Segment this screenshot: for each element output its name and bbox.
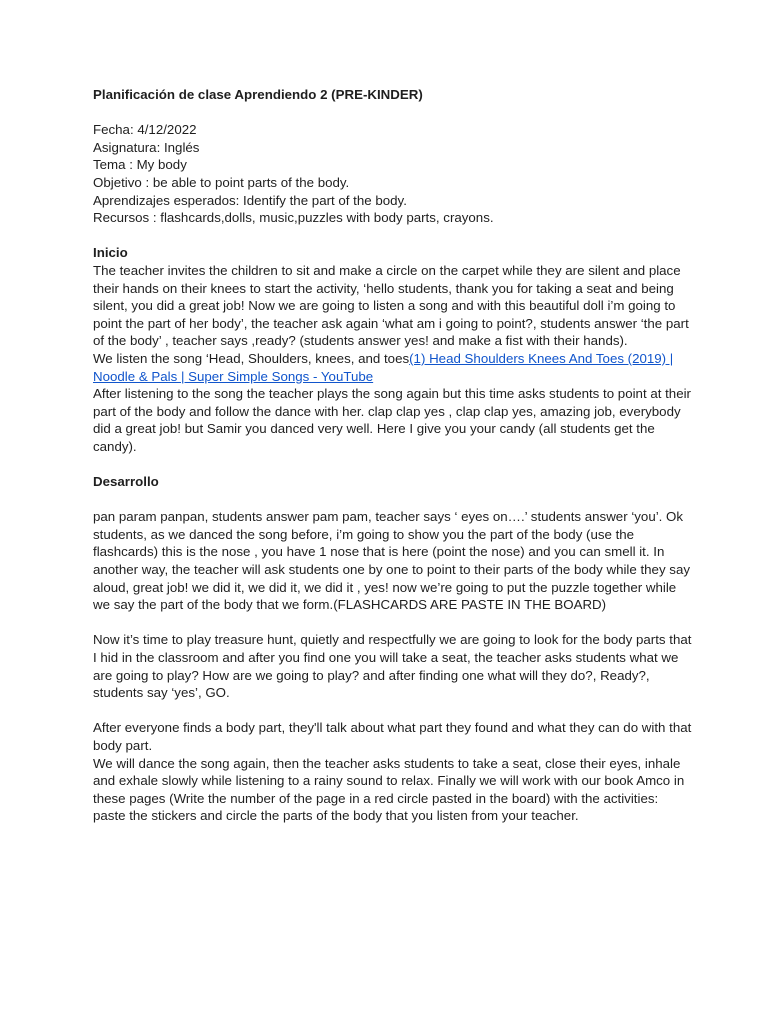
section-heading-inicio: Inicio: [93, 245, 128, 261]
inicio-paragraph-1: The teacher invites the children to sit and make a circle on the carpet while they are silent and place their hands on their knees to start the activity, ‘hello students, thank you for taking a seat and being silent, you did a great job! Now we are going to listen a song and with this beautiful doll i’m going to point the part of her body’, the teacher ask again ‘what am i going to point?, students answer ‘the part of the body’ , teacher says ,ready? (students answer yes! and make a fist with their hands).: [93, 262, 689, 349]
meta-subject: Asignatura: Inglés: [93, 139, 200, 155]
youtube-song-link[interactable]: (1) Head Shoulders Knees And Toes (2019) | Noodle & Pals | Super Simple Songs - YouTube: [93, 350, 674, 384]
desarrollo-paragraph-2: Now it’s time to play treasure hunt, quietly and respectfully we are going to look for the body parts that I hid in the classroom and after you find one you will take a seat, the teacher asks students what we are going to play? How are we going to play? and after finding one what will they do?, Ready?, students say ‘yes’, GO.: [93, 632, 692, 701]
desarrollo-paragraph-4: We will dance the song again, then the teacher asks students to take a seat, close their eyes, inhale and exhale slowly while listening to a rainy sound to relax. Finally we will work with our book Amco in these pages (Write the number of the page in a red circle pasted in the board) with the activities: paste the stickers and circle the parts of the body that you listen from your teacher.: [93, 755, 685, 824]
spacer: [93, 491, 693, 509]
document-body: [93, 86, 693, 825]
meta-expected-learning: Aprendizajes esperados: Identify the part of the body.: [93, 192, 407, 208]
section-heading-desarrollo: Desarrollo: [93, 474, 159, 490]
meta-resources: Recursos : flashcards,dolls, music,puzzles with body parts, crayons.: [93, 210, 494, 226]
inicio-paragraph-2-text: We listen the song ‘Head, Shoulders, knees, and toes: [93, 350, 410, 366]
document-title: Planificación de clase Aprendiendo 2 (PRE-KINDER): [93, 87, 423, 102]
spacer: [93, 614, 693, 632]
meta-objective: Objetivo : be able to point parts of the body.: [93, 174, 350, 190]
inicio-paragraph-2: [93, 350, 693, 385]
desarrollo-paragraph-3: After everyone finds a body part, they'll talk about what part they found and what they can do with that body part.: [93, 720, 692, 753]
meta-topic: Tema : My body: [93, 157, 187, 173]
spacer: [93, 702, 693, 720]
meta-date: Fecha: 4/12/2022: [93, 122, 197, 138]
inicio-paragraph-3: After listening to the song the teacher plays the song again but this time asks students to point at their part of the body and follow the dance with her. clap clap yes , clap clap yes, amazing job, everybody did a great job! but Samir you danced very well. Here I give you your candy (all students get the candy).: [93, 386, 691, 454]
desarrollo-paragraph-1: pan param panpan, students answer pam pam, teacher says ‘ eyes on….’ students answer ‘you’. Ok students, as we danced the song before, i’m going to show you the part of the body (use the flashcards) this is the nose , you have 1 nose that is here (point the nose) and you can smell it. In another way, the teacher will ask students one by one to point to their parts of the body while they say aloud, great job! we did it, we did it, we did it , yes! now we’re going to put the puzzle together while we say the part of the body that we form.(FLASHCARDS ARE PASTE IN THE BOARD): [93, 509, 690, 613]
